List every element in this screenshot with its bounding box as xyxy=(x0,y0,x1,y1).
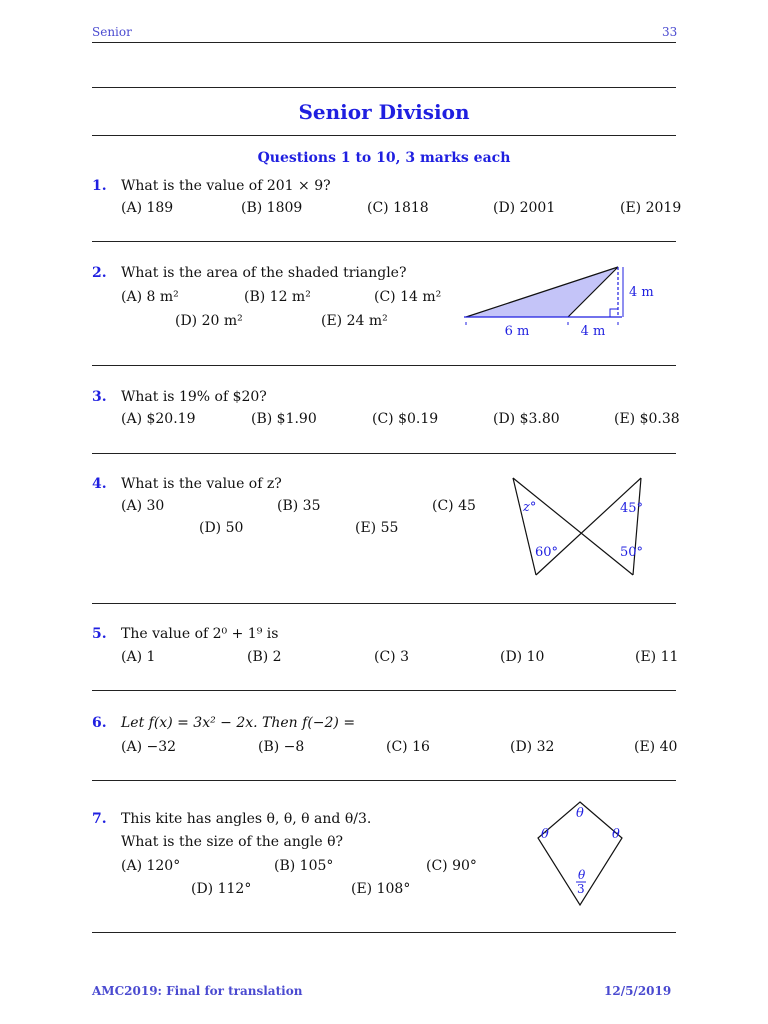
angle-45-label: 45° xyxy=(620,501,644,516)
question-number: 2. xyxy=(92,265,107,281)
question-number: 5. xyxy=(92,626,107,642)
title-rule-bottom xyxy=(92,135,676,136)
question-number: 4. xyxy=(92,476,107,492)
option-e: (E) 108° xyxy=(351,881,411,897)
question-divider xyxy=(92,780,676,781)
header-rule xyxy=(92,42,676,43)
option-d: (D) 20 m² xyxy=(175,313,243,329)
page-title: Senior Division xyxy=(298,100,470,124)
theta-bottom-numerator: θ xyxy=(578,868,586,882)
footer-left: AMC2019: Final for translation xyxy=(92,984,303,998)
angle-50-label: 50° xyxy=(620,545,644,560)
option-c: (C) 14 m² xyxy=(374,289,442,305)
option-e: (E) 55 xyxy=(355,520,399,536)
option-a: (A) 189 xyxy=(121,200,174,216)
option-c: (C) $0.19 xyxy=(372,411,439,427)
option-a: (A) 1 xyxy=(121,649,156,665)
theta-left-label: θ xyxy=(541,827,549,842)
base-right-label: 4 m xyxy=(580,324,606,339)
option-e: (E) 2019 xyxy=(620,200,682,216)
option-d: (D) 32 xyxy=(510,739,555,755)
theta-top-label: θ xyxy=(576,806,584,821)
option-a: (A) −32 xyxy=(121,739,177,755)
question-divider xyxy=(92,690,676,691)
question-text: Let f(x) = 3x² − 2x. Then f(−2) = xyxy=(121,715,356,731)
base-left-label: 6 m xyxy=(504,324,530,339)
question-text: What is the value of 201 × 9? xyxy=(121,178,331,194)
question-text: This kite has angles θ, θ, θ and θ/3. xyxy=(121,811,372,827)
option-b: (B) 1809 xyxy=(241,200,303,216)
question-number: 6. xyxy=(92,715,107,731)
question-text: What is the value of z? xyxy=(121,476,282,492)
option-e: (E) $0.38 xyxy=(614,411,680,427)
question-divider xyxy=(92,603,676,604)
option-a: (A) 30 xyxy=(121,498,165,514)
question-divider xyxy=(92,241,676,242)
question-text-2: What is the size of the angle θ? xyxy=(121,834,344,850)
option-c: (C) 90° xyxy=(426,858,477,874)
option-a: (A) 8 m² xyxy=(121,289,179,305)
question-divider xyxy=(92,365,676,366)
question-number: 3. xyxy=(92,389,107,405)
option-a: (A) $20.19 xyxy=(121,411,196,427)
option-c: (C) 1818 xyxy=(367,200,429,216)
option-b: (B) 12 m² xyxy=(244,289,311,305)
title-rule-top xyxy=(92,87,676,88)
page-number: 33 xyxy=(662,25,678,39)
option-b: (B) $1.90 xyxy=(251,411,317,427)
question-divider xyxy=(92,453,676,454)
theta-right-label: θ xyxy=(612,827,620,842)
option-d: (D) $3.80 xyxy=(493,411,560,427)
option-c: (C) 16 xyxy=(386,739,430,755)
option-c: (C) 3 xyxy=(374,649,409,665)
footer-date: 12/5/2019 xyxy=(604,984,672,998)
option-b: (B) −8 xyxy=(258,739,305,755)
option-e: (E) 11 xyxy=(635,649,679,665)
question-number: 7. xyxy=(92,811,107,827)
section-subtitle: Questions 1 to 10, 3 marks each xyxy=(257,150,511,166)
shaded-triangle-figure xyxy=(460,260,660,342)
angle-60-label: 60° xyxy=(535,545,559,560)
question-divider xyxy=(92,932,676,933)
option-d: (D) 10 xyxy=(500,649,545,665)
kite-figure xyxy=(530,795,640,910)
option-d: (D) 2001 xyxy=(493,200,556,216)
option-e: (E) 24 m² xyxy=(321,313,388,329)
option-d: (D) 50 xyxy=(199,520,244,536)
option-b: (B) 105° xyxy=(274,858,334,874)
angle-z-label: z° xyxy=(523,500,537,515)
theta-bottom-denominator: 3 xyxy=(577,882,585,896)
question-text: What is the area of the shaded triangle? xyxy=(121,265,407,281)
question-number: 1. xyxy=(92,178,107,194)
option-d: (D) 112° xyxy=(191,881,252,897)
option-a: (A) 120° xyxy=(121,858,181,874)
option-b: (B) 2 xyxy=(247,649,282,665)
running-header-left: Senior xyxy=(92,25,132,39)
option-c: (C) 45 xyxy=(432,498,476,514)
option-e: (E) 40 xyxy=(634,739,678,755)
option-b: (B) 35 xyxy=(277,498,321,514)
height-label: 4 m xyxy=(629,285,654,300)
question-text: The value of 2⁰ + 1⁹ is xyxy=(121,626,279,642)
question-text: What is 19% of $20? xyxy=(121,389,267,405)
bowtie-figure xyxy=(505,470,650,582)
